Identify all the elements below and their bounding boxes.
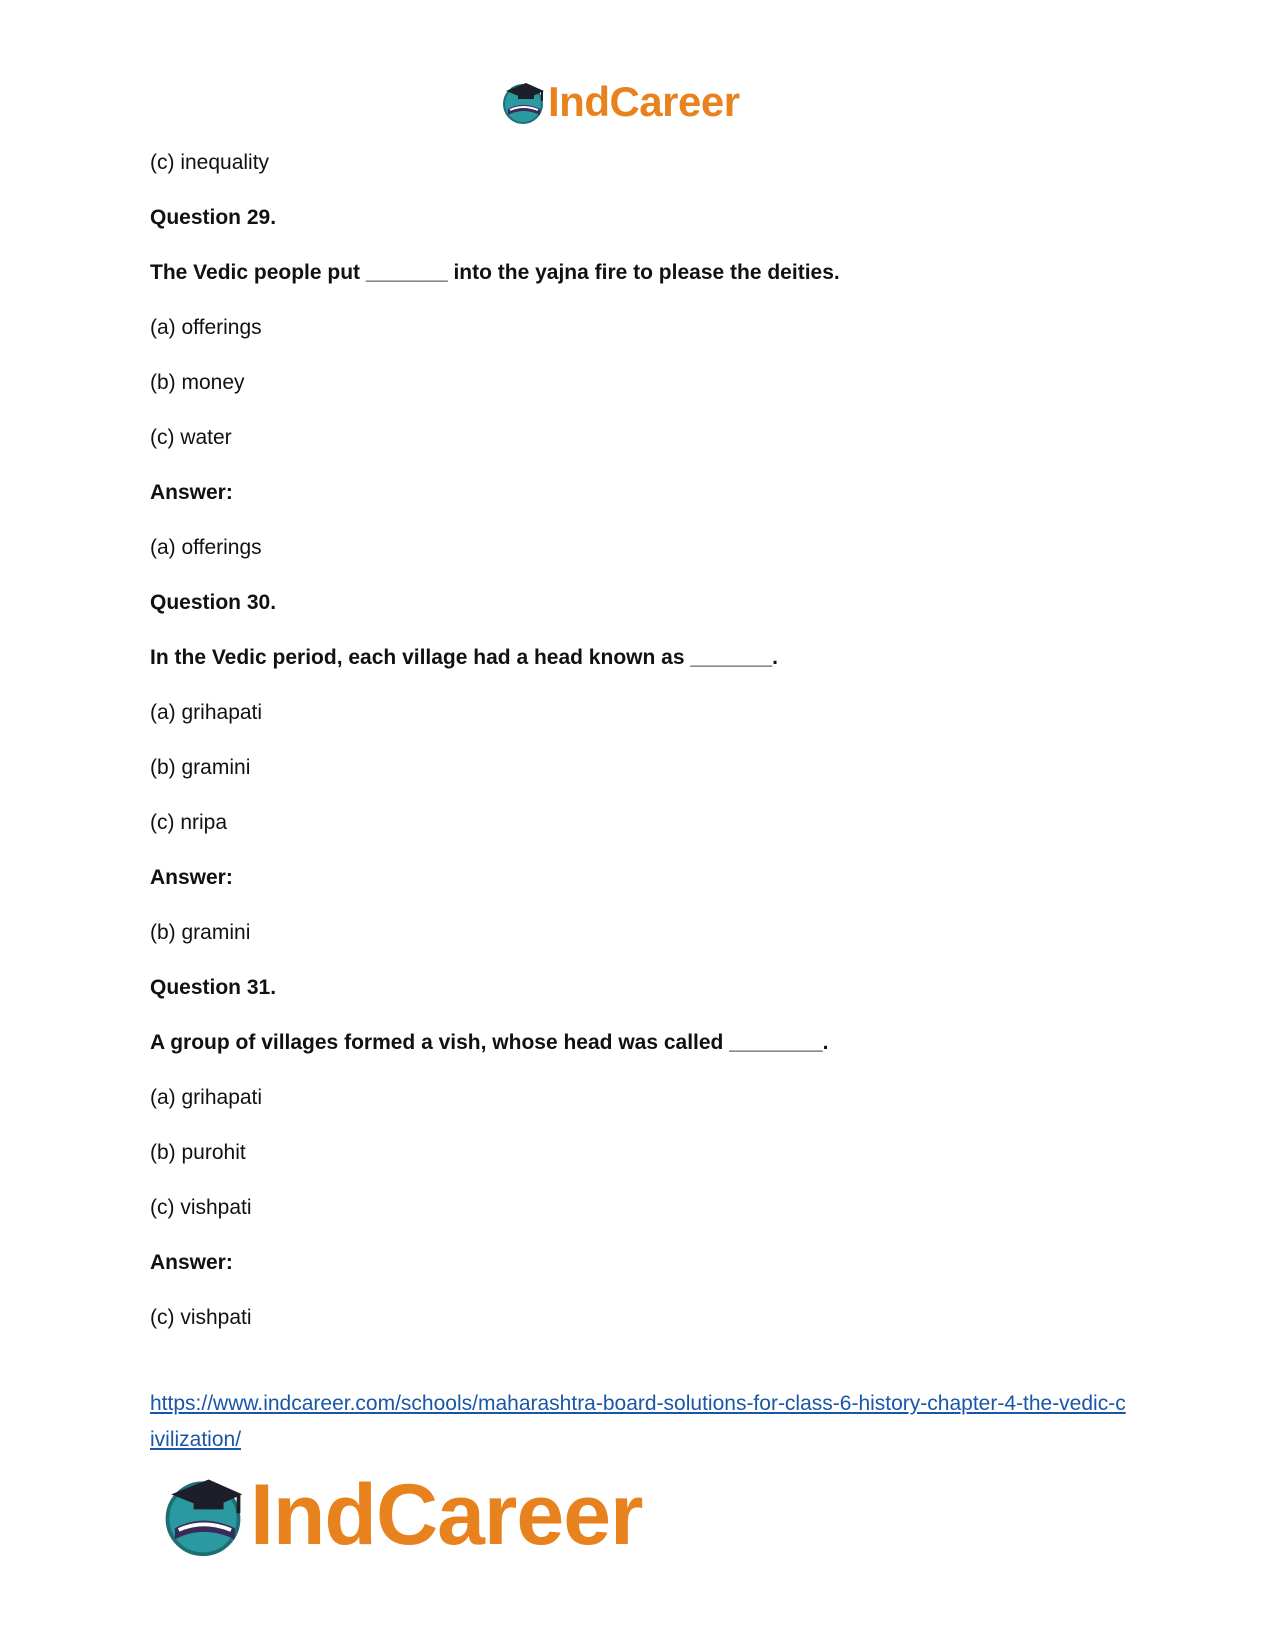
source-link[interactable]: https://www.indcareer.com/schools/maharashtra-board-solutions-for-class-6-history-chapter-4-the-vedic-civilization/	[150, 1392, 1126, 1451]
option-text: (a) offerings	[150, 536, 262, 559]
footer-logo	[160, 1467, 643, 1563]
option-text: (c) nripa	[150, 811, 228, 834]
option-text: (b) money	[150, 371, 245, 394]
answer-label: Answer:	[150, 866, 233, 889]
option-text: (a) offerings	[150, 316, 262, 339]
option-text: (c) inequality	[150, 151, 270, 174]
answer-label: Answer:	[150, 1251, 233, 1274]
question-text: A group of villages formed a vish, whose head was called ________.	[150, 1031, 829, 1054]
option-text: (c) water	[150, 426, 232, 449]
option-text: (a) grihapati	[150, 701, 263, 724]
header-logo	[500, 78, 740, 126]
question-heading: Question 31.	[150, 976, 277, 999]
option-text: (b) gramini	[150, 756, 251, 779]
option-text: (a) grihapati	[150, 1086, 263, 1109]
answer-label: Answer:	[150, 481, 233, 504]
option-text: (b) gramini	[150, 921, 251, 944]
globe-graduation-cap-book-icon	[500, 79, 546, 125]
option-text: (b) purohit	[150, 1141, 246, 1164]
question-heading: Question 29.	[150, 206, 277, 229]
question-text: The Vedic people put _______ into the yajna fire to please the deities.	[150, 261, 840, 284]
question-text: In the Vedic period, each village had a head known as _______.	[150, 646, 778, 669]
header-logo-text: IndCareer	[548, 78, 740, 125]
footer-logo-text: IndCareer	[250, 1467, 643, 1563]
globe-graduation-cap-book-icon	[160, 1472, 246, 1558]
option-text: (c) vishpati	[150, 1196, 252, 1219]
question-heading: Question 30.	[150, 591, 277, 614]
option-text: (c) vishpati	[150, 1306, 252, 1329]
